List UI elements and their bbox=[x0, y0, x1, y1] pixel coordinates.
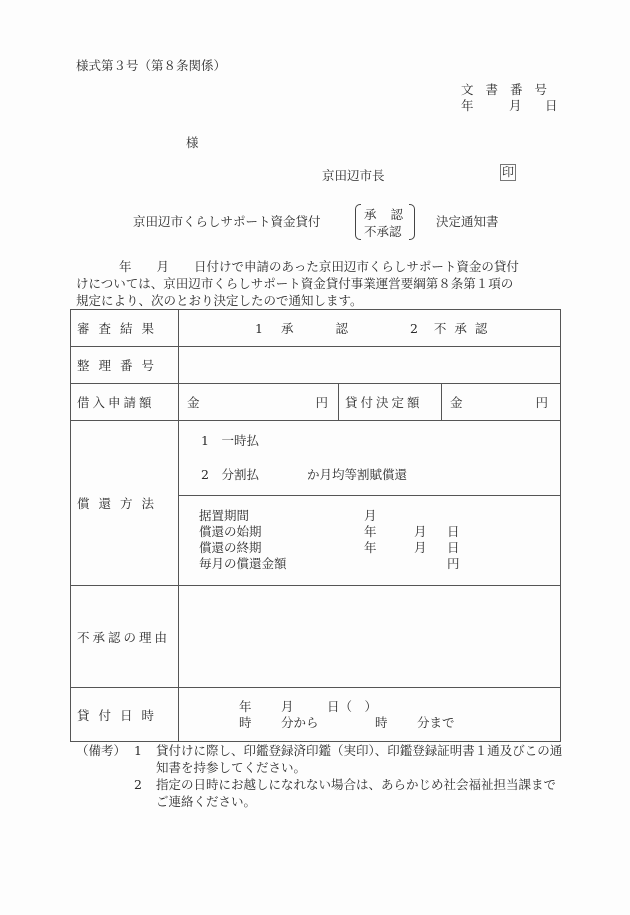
month-unit: 月 bbox=[281, 698, 294, 714]
label-decided-amount: 貸付決定額 bbox=[339, 384, 442, 421]
repayment-method-options[interactable] bbox=[179, 421, 561, 496]
row-amounts bbox=[71, 384, 561, 421]
month-unit: 月 bbox=[364, 508, 377, 523]
right-bracket-icon bbox=[409, 204, 415, 240]
addressee-suffix: 様 bbox=[186, 135, 199, 150]
row-rejection-reason bbox=[71, 586, 561, 688]
yen-unit: 円 bbox=[535, 395, 548, 410]
loan-datetime-field[interactable] bbox=[179, 688, 561, 742]
hour-unit: 時 bbox=[375, 714, 388, 730]
remark-item-2 bbox=[76, 776, 566, 810]
remark-text: 貸付けに際し、印鑑登録済印鑑（実印）、印鑑登録証明書１通及びこの通知書を持参してください。 bbox=[156, 743, 563, 775]
seal-mark: 印 bbox=[502, 165, 515, 179]
year-unit: 年 bbox=[364, 524, 377, 539]
label-review-result: 審査結果 bbox=[71, 310, 179, 347]
repayment-end-label: 償還の終期 bbox=[199, 540, 262, 555]
month-unit: 月 bbox=[414, 540, 427, 555]
option-reject: 不承認 bbox=[364, 224, 402, 239]
option-approve: 承認 bbox=[364, 207, 418, 222]
label-loan-datetime: 貸付日時 bbox=[71, 688, 179, 742]
minute-to-unit: 分まで bbox=[417, 714, 455, 730]
document-number-label: 文書番号 bbox=[461, 82, 560, 97]
decision-table bbox=[70, 309, 561, 742]
label-rejection-reason: 不承認の理由 bbox=[71, 586, 179, 688]
rejection-reason-field[interactable] bbox=[179, 586, 561, 688]
yen-prefix: 金 bbox=[450, 395, 463, 410]
intro-line-2: けについては、京田辺市くらしサポート資金貸付事業運営要綱第８条第１項の bbox=[76, 276, 514, 291]
decided-amount-field[interactable] bbox=[442, 384, 561, 421]
document-title-prefix: 京田辺市くらしサポート資金貸付 bbox=[133, 214, 321, 229]
issuer-name: 京田辺市長 bbox=[322, 168, 385, 183]
ref-number-field[interactable] bbox=[179, 347, 561, 384]
remark-number: 1 bbox=[134, 743, 142, 758]
row-review-result bbox=[71, 310, 561, 347]
applied-amount-field[interactable] bbox=[179, 384, 339, 421]
year-unit: 年 bbox=[239, 698, 252, 714]
option2-number: 2 bbox=[409, 321, 418, 336]
remarks bbox=[76, 742, 566, 810]
row-loan-datetime bbox=[71, 688, 561, 742]
form-number: 様式第３号（第８条関係） bbox=[76, 58, 227, 73]
review-result-options bbox=[179, 310, 561, 347]
method-installment: 2 分割払 bbox=[201, 467, 259, 482]
remarks-prefix: （備考） bbox=[76, 743, 127, 758]
row-repayment-methods bbox=[71, 421, 561, 496]
year-label: 年 bbox=[461, 98, 474, 113]
monthly-amount-label: 毎月の償還金額 bbox=[199, 556, 287, 571]
repayment-details bbox=[179, 496, 561, 586]
option1-char-a: 承 bbox=[280, 321, 294, 336]
yen-prefix: 金 bbox=[187, 395, 200, 410]
label-repayment-method: 償還方法 bbox=[71, 421, 179, 586]
repayment-start-label: 償還の始期 bbox=[199, 524, 262, 539]
yen-unit: 円 bbox=[447, 556, 460, 571]
method-lump-sum: 1 一時払 bbox=[201, 433, 259, 448]
option1-char-b: 認 bbox=[335, 321, 348, 336]
intro-line-1: 年 月 日付けで申請のあった京田辺市くらしサポート資金の貸付 bbox=[119, 259, 519, 274]
label-ref-number: 整理番号 bbox=[71, 347, 179, 384]
row-ref-number bbox=[71, 347, 561, 384]
intro-line-3: 規定により、次のとおり決定したので通知します。 bbox=[76, 293, 363, 308]
installment-description: か月均等割賦償還 bbox=[306, 467, 407, 482]
hour-unit: 時 bbox=[239, 714, 252, 730]
grace-period-label: 据置期間 bbox=[199, 508, 250, 523]
month-unit: 月 bbox=[414, 524, 427, 539]
approval-option-brace bbox=[355, 203, 418, 239]
intro-paragraph bbox=[76, 258, 562, 309]
remark-text: 指定の日時にお越しになれない場合は、あらかじめ社会福祉担当課までご連絡ください。 bbox=[156, 777, 557, 809]
remark-item-1 bbox=[76, 742, 566, 776]
day-label: 日 bbox=[545, 98, 558, 113]
option2-label: 不承認 bbox=[433, 321, 496, 336]
minute-from-unit: 分から bbox=[281, 714, 319, 730]
day-unit: 日 bbox=[447, 540, 460, 555]
remark-number: 2 bbox=[134, 777, 142, 792]
day-weekday-unit: 日（ ） bbox=[327, 698, 378, 714]
option1-number: 1 bbox=[255, 321, 263, 336]
document-title-suffix: 決定通知書 bbox=[436, 214, 499, 229]
label-applied-amount: 借入申請額 bbox=[71, 384, 179, 421]
day-unit: 日 bbox=[447, 524, 460, 539]
left-bracket-icon bbox=[355, 204, 361, 240]
yen-unit: 円 bbox=[315, 395, 328, 410]
year-unit: 年 bbox=[364, 540, 377, 555]
month-label: 月 bbox=[509, 98, 522, 113]
